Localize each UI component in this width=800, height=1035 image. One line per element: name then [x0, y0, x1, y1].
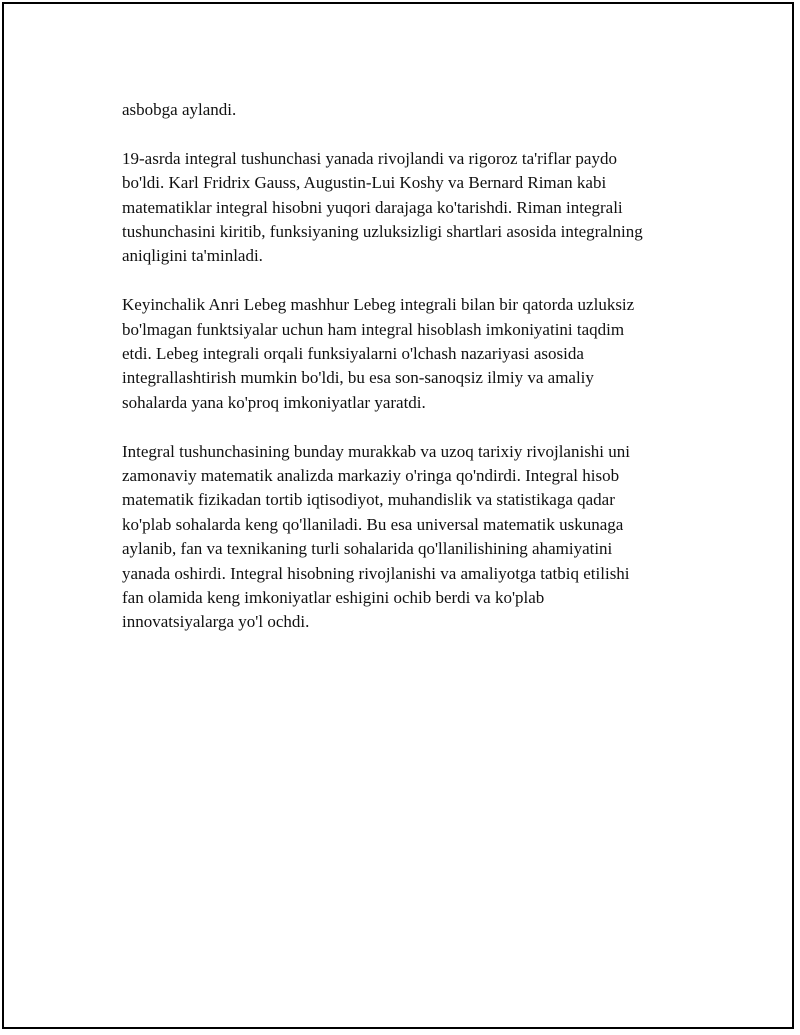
text-line: aniqligini ta'minladi.: [122, 246, 263, 266]
text-line: asbobga aylandi.: [122, 100, 237, 119]
text-line: etdi. Lebeg integrali orqali funksiyalarni o'lchash nazariyasi asosida: [122, 344, 584, 364]
text-line: ko'plab sohalarda keng qo'llaniladi. Bu esa universal matematik uskunaga: [122, 514, 624, 534]
text-line: innovatsiyalarga yo'l ochdi.: [122, 612, 310, 632]
text-line: tushunchasini kiritib, funksiyaning uzluksizligi shartlari asosida integralning: [122, 222, 643, 242]
paragraph-3: [122, 293, 692, 415]
text-line: Keyinchalik Anri Lebeg mashhur Lebeg integrali bilan bir qatorda uzluksiz: [122, 295, 635, 315]
text-line: yanada oshirdi. Integral hisobning rivojlanishi va amaliyotga tatbiq etilishi: [122, 563, 630, 583]
text-line: fan olamida keng imkoniyatlar eshigini ochib berdi va ko'plab: [122, 588, 545, 608]
text-line: bo'lmagan funktsiyalar uchun ham integral hisoblash imkoniyatini taqdim: [122, 319, 625, 339]
text-line: matematik fizikadan tortib iqtisodiyot, muhandislik va statistikaga qadar: [122, 490, 615, 510]
text-line: matematiklar integral hisobni yuqori darajaga ko'tarishdi. Riman integrali: [122, 197, 623, 217]
text-line: zamonaviy matematik analizda markaziy o'ringa qo'ndirdi. Integral hisob: [122, 466, 620, 486]
text-line: bo'ldi. Karl Fridrix Gauss, Augustin-Lui Koshy va Bernard Riman kabi: [122, 173, 607, 193]
paragraph-4: [122, 440, 692, 635]
text-line: 19-asrda integral tushunchasi yanada rivojlandi va rigoroz ta'riflar paydo: [122, 148, 617, 168]
paragraph-2: [122, 147, 692, 269]
page-frame: [2, 2, 794, 1029]
paragraph-1: [122, 98, 692, 122]
text-line: integrallashtirish mumkin bo'ldi, bu esa son-sanoqsiz ilmiy va amaliy: [122, 368, 594, 388]
document-body: [122, 98, 692, 659]
text-line: Integral tushunchasining bunday murakkab va uzoq tarixiy rivojlanishi uni: [122, 441, 630, 461]
text-line: aylanib, fan va texnikaning turli sohalarida qo'llanilishining ahamiyatini: [122, 539, 613, 559]
text-line: sohalarda yana ko'proq imkoniyatlar yaratdi.: [122, 392, 426, 412]
